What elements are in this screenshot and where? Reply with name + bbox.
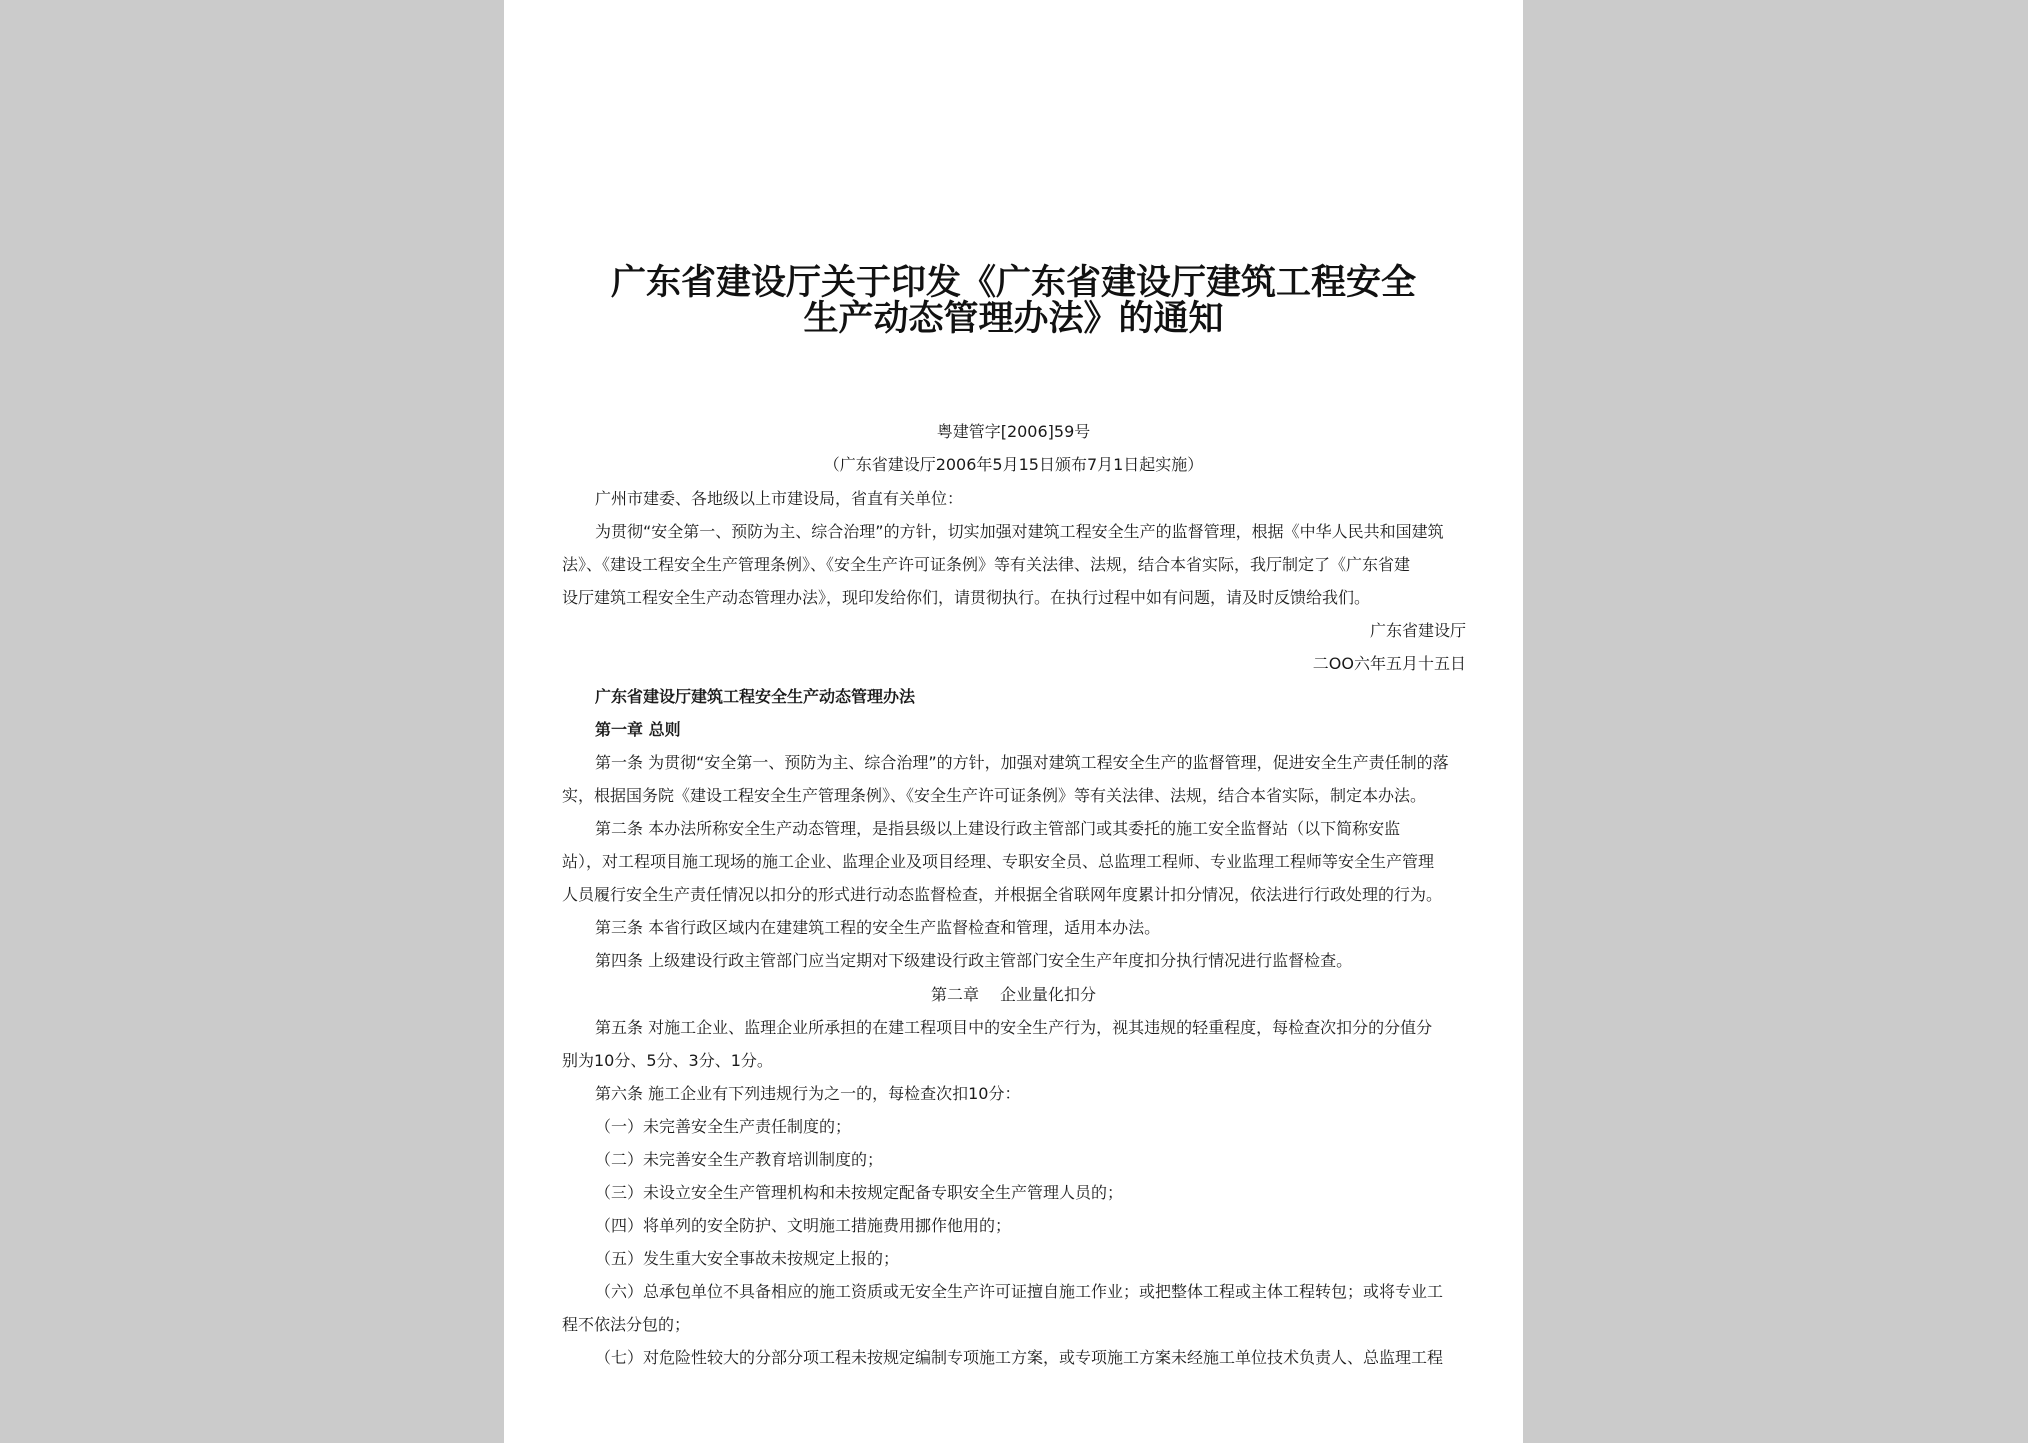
- document-title-line-2: 生产动态管理办法》的通知: [803, 299, 1224, 339]
- body-line: （五）发生重大安全事故未按规定上报的；: [595, 1249, 900, 1268]
- intro-line: 法》、《建设工程安全生产管理条例》、《安全生产许可证条例》等有关法律、法规，结合本省实际，我厅制定了《广东省建: [562, 555, 1411, 574]
- body-line: （一）未完善安全生产责任制度的；: [595, 1117, 852, 1136]
- body-line: （六）总承包单位不具备相应的施工资质或无安全生产许可证擅自施工作业；或把整体工程或主体工程转包；或将专业工: [595, 1282, 1444, 1301]
- body-line: 第六条 施工企业有下列违规行为之一的，每检查次扣10分：: [595, 1084, 1021, 1103]
- addressee: 广州市建委、各地级以上市建设局，省直有关单位：: [595, 489, 964, 508]
- body-line: （三）未设立安全生产管理机构和未按规定配备专职安全生产管理人员的；: [595, 1183, 1124, 1202]
- body-line: （四）将单列的安全防护、文明施工措施费用挪作他用的；: [595, 1216, 1012, 1235]
- signature-date: 二OO六年五月十五日: [1312, 654, 1466, 673]
- chapter-heading: 第一章 总则: [595, 720, 681, 739]
- intro-line: 为贯彻“安全第一、预防为主、综合治理”的方针，切实加强对建筑工程安全生产的监督管理，根据《中华人民共和国建筑: [595, 522, 1444, 541]
- body-line: 第四条 上级建设行政主管部门应当定期对下级建设行政主管部门安全生产年度扣分执行情况进行监督检查。: [595, 951, 1353, 970]
- body-line: 第二条 本办法所称安全生产动态管理，是指县级以上建设行政主管部门或其委托的施工安全监督站（以下简称安监: [595, 819, 1401, 838]
- issue-note: （广东省建设厅2006年5月15日颁布7月1日起实施）: [823, 455, 1204, 474]
- body-line: 站），对工程项目施工现场的施工企业、监理企业及项目经理、专职安全员、总监理工程师、专业监理工程师等安全生产管理: [562, 852, 1435, 871]
- body-line: 第三条 本省行政区域内在建建筑工程的安全生产监督检查和管理，适用本办法。: [595, 918, 1161, 937]
- body-line: 程不依法分包的；: [562, 1315, 691, 1334]
- body-line: 人员履行安全生产责任情况以扣分的形式进行动态监督检查，并根据全省联网年度累计扣分情况，依法进行行政处理的行为。: [562, 885, 1443, 904]
- document-page: [504, 0, 1523, 1443]
- body-line: 第一条 为贯彻“安全第一、预防为主、综合治理”的方针，加强对建筑工程安全生产的监督管理，促进安全生产责任制的落: [595, 753, 1449, 772]
- body-line: （七）对危险性较大的分部分项工程未按规定编制专项施工方案，或专项施工方案未经施工单位技术负责人、总监理工程: [595, 1348, 1444, 1367]
- regulation-title: 广东省建设厅建筑工程安全生产动态管理办法: [595, 687, 916, 706]
- signature: 广东省建设厅: [1369, 621, 1466, 640]
- chapter-heading: 第二章 企业量化扣分: [930, 985, 1097, 1004]
- intro-line: 设厅建筑工程安全生产动态管理办法》，现印发给你们，请贯彻执行。在执行过程中如有问题，请及时反馈给我们。: [562, 588, 1371, 607]
- body-line: （二）未完善安全生产教育培训制度的；: [595, 1150, 884, 1169]
- document-number: 粤建管字[2006]59号: [936, 422, 1091, 441]
- body-line: 第五条 对施工企业、监理企业所承担的在建工程项目中的安全生产行为，视其违规的轻重程度，每检查次扣分的分值分: [595, 1018, 1433, 1037]
- body-line: 实，根据国务院《建设工程安全生产管理条例》、《安全生产许可证条例》等有关法律、法规，结合本省实际，制定本办法。: [562, 786, 1427, 805]
- document-title-line-1: 广东省建设厅关于印发《广东省建设厅建筑工程安全: [610, 263, 1416, 303]
- body-line: 别为10分、5分、3分、1分。: [562, 1051, 773, 1070]
